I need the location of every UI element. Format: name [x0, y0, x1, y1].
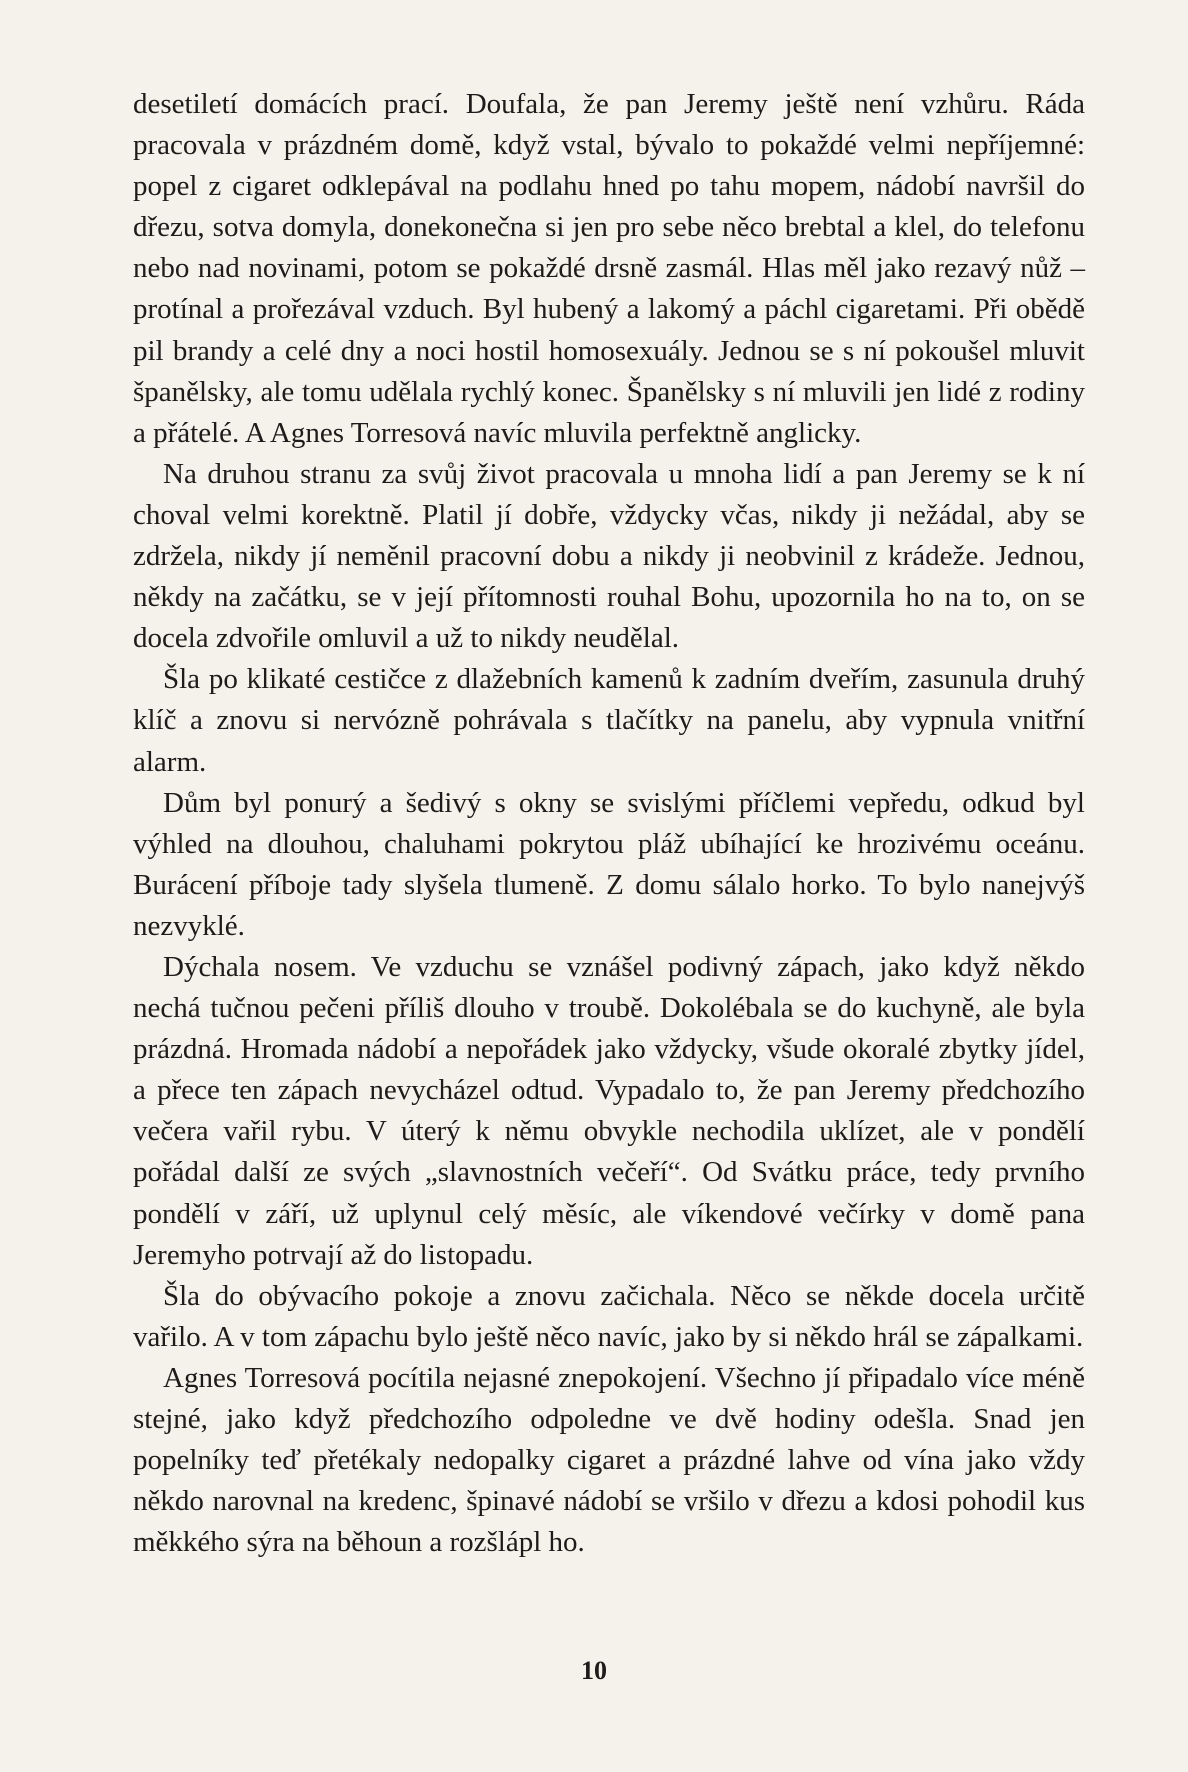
paragraph-2: Na druhou stranu za svůj život pracovala u mnoha lidí a pan Jeremy se k ní choval velmi korektně. Platil jí dobře, vždycky včas, nikdy ji nežádal, aby se zdržela, nikdy jí neměnil pracovní dobu a nikdy ji neobvinil z krádeže. Jednou, někdy na začátku, se v její přítomnosti rouhal Bohu, upozornila ho na to, on se docela zdvořile omluvil a už to nikdy neudělal.	[133, 457, 1085, 655]
paragraph-3: Šla po klikaté cestičce z dlažebních kamenů k zadním dveřím, zasunula druhý klíč a znovu si nervózně pohrávala s tlačítky na panelu, aby vypnula vnitřní alarm.	[133, 663, 1085, 778]
paragraph-1: desetiletí domácích prací. Doufala, že pan Jeremy ještě není vzhůru. Ráda pracovala v prázdném domě, když vstal, bývalo to pokaždé velmi nepříjemné: popel z cigaret odklepával na podlahu hned po tahu mopem, nádobí navršil do dřezu, sotva domyla, donekonečna si jen pro sebe něco brebtal a klel, do telefonu nebo nad novinami, potom se pokaždé drsně zasmál. Hlas měl jako rezavý nůž – protínal a prořezával vzduch. Byl hubený a lakomý a páchl cigaretami. Při obědě pil brandy a celé dny a noci hostil homosexuály. Jednou se s ní pokoušel mluvit španělsky, ale tomu udělala rychlý konec. Španělsky s ní mluvili jen lidé z rodiny a přátelé. A Agnes Torresová navíc mluvila perfektně anglicky.	[133, 88, 1085, 449]
paragraph-7: Agnes Torresová pocítila nejasné znepokojení. Všechno jí připadalo více méně stejné, jako když předchozího odpoledne ve dvě hodiny odešla. Snad jen popelníky teď přetékaly nedopalky cigaret a prázdné lahve od vína jako vždy někdo narovnal na kredenc, špinavé nádobí se vršilo v dřezu a kdosi pohodil kus měkkého sýra na běhoun a rozšlápl ho.	[133, 1361, 1085, 1559]
paragraph-6: Šla do obývacího pokoje a znovu začichala. Něco se někde docela určitě vařilo. A v tom zápachu bylo ještě něco navíc, jako by si někdo hrál se zápalkami.	[133, 1279, 1085, 1353]
page-number: 10	[581, 1656, 607, 1685]
paragraph-5: Dýchala nosem. Ve vzduchu se vznášel podivný zápach, jako když někdo nechá tučnou pečeni příliš dlouho v troubě. Dokolébala se do kuchyně, ale byla prázdná. Hromada nádobí a nepořádek jako vždycky, všude okoralé zbytky jídel, a přece ten zápach nevycházel odtud. Vypadalo to, že pan Jeremy předchozího večera vařil rybu. V úterý k němu obvykle nechodila uklízet, ale v pondělí pořádal další ze svých „slavnostních večeří“. Od Svátku práce, tedy prvního pondělí v září, už uplynul celý měsíc, ale víkendové večírky v domě pana Jeremyho potrvají až do listopadu.	[133, 950, 1085, 1271]
paragraph-4: Dům byl ponurý a šedivý s okny se svislými příčlemi vepředu, odkud byl výhled na dlouhou, chaluhami pokrytou pláž ubíhající ke hrozivému oceánu. Burácení příboje tady slyšela tlumeně. Z domu sálalo horko. To bylo nanejvýš nezvyklé.	[133, 786, 1085, 942]
body-text	[133, 84, 1085, 1563]
